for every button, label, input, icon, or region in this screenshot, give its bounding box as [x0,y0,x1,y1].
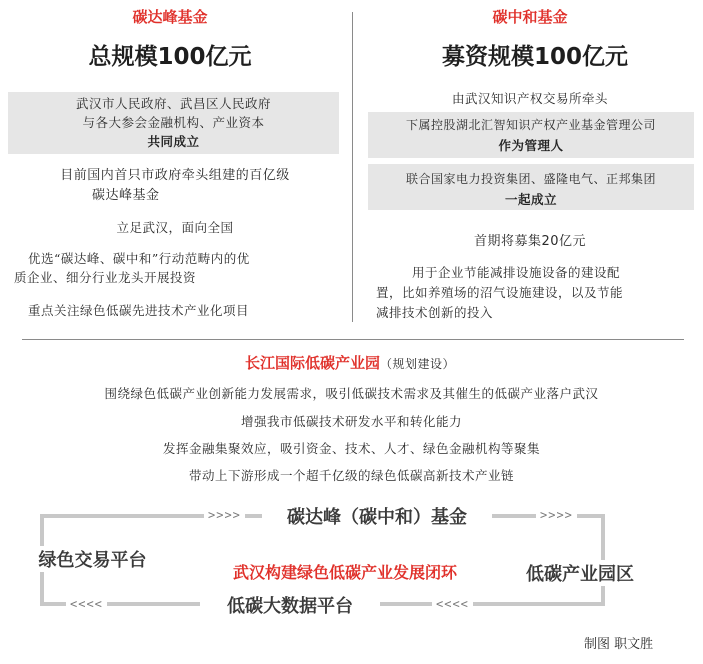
left-founders-line3: 共同成立 [147,134,200,149]
left-fund-tag: 碳达峰基金 [132,8,208,26]
right-use-line1: 用于企业节能减排设施设备的建设配 [412,265,621,280]
right-use-line2: 置，比如养殖场的沼气设施建设，以及节能 [376,285,624,300]
loop-node-fund: 碳达峰（碳中和）基金 [262,503,492,529]
left-fund-headline: 总规模100亿元 [88,44,252,70]
right-partners-line1: 联合国家电力投资集团、盛隆电气、正邦集团 [405,172,656,186]
left-point-3: 重点关注绿色低碳先进技术产业化项目 [28,303,250,318]
right-manager-line1: 下属控股湖北汇智知识产权产业基金管理公司 [405,118,656,132]
right-lead-text: 由武汉知识产权交易所牵头 [451,91,608,106]
loop-node-industrial-park: 低碳产业园区 [510,560,650,586]
left-intro-line1: 目前国内首只市政府牵头组建的百亿级 [60,168,290,183]
left-intro-line2: 碳达峰基金 [92,188,160,203]
loop-arrow-top-right: >>>> [536,508,577,522]
left-founders-line2: 与各大参会金融机构、产业资本 [82,115,265,130]
loop-arrow-bottom-right: <<<< [432,597,473,611]
park-title: 长江国际低碳产业园 [244,354,380,372]
right-manager-line2: 作为管理人 [498,138,564,153]
loop-node-trading-platform: 绿色交易平台 [10,546,175,572]
left-point-1: 立足武汉，面向全国 [116,220,234,235]
left-point-2-line2: 质企业、细分行业龙头开展投资 [14,270,197,285]
left-point-2-line1: 优选“碳达峰、碳中和”行动范畴内的优 [28,251,250,266]
park-line-3: 发挥金融集聚效应，吸引资金、技术、人才、绿色金融机构等聚集 [162,441,540,456]
right-first-phase: 首期将募集20亿元 [473,234,587,249]
loop-node-big-data-platform: 低碳大数据平台 [200,592,380,618]
loop-arrow-top-left: >>>> [204,508,245,522]
park-title-note: （规划建设） [380,357,456,371]
park-line-2: 增强我市低碳技术研发水平和转化能力 [240,414,462,429]
left-founders-line1: 武汉市人民政府、武昌区人民政府 [75,96,271,111]
right-use-line3: 减排技术创新的投入 [376,305,494,320]
loop-arrow-bottom-left: <<<< [66,597,107,611]
graphic-credit: 制图 职文胜 [584,637,654,652]
park-line-4: 带动上下游形成一个超千亿级的绿色低碳高新技术产业链 [188,468,514,483]
loop-center-caption: 武汉构建绿色低碳产业发展闭环 [232,563,457,582]
right-fund-headline: 募资规模100亿元 [441,44,628,70]
right-partners-line2: 一起成立 [504,192,557,207]
right-fund-tag: 碳中和基金 [492,8,568,26]
park-line-1: 围绕绿色低碳产业创新能力发展需求，吸引低碳技术需求及其催生的低碳产业落户武汉 [104,386,599,401]
